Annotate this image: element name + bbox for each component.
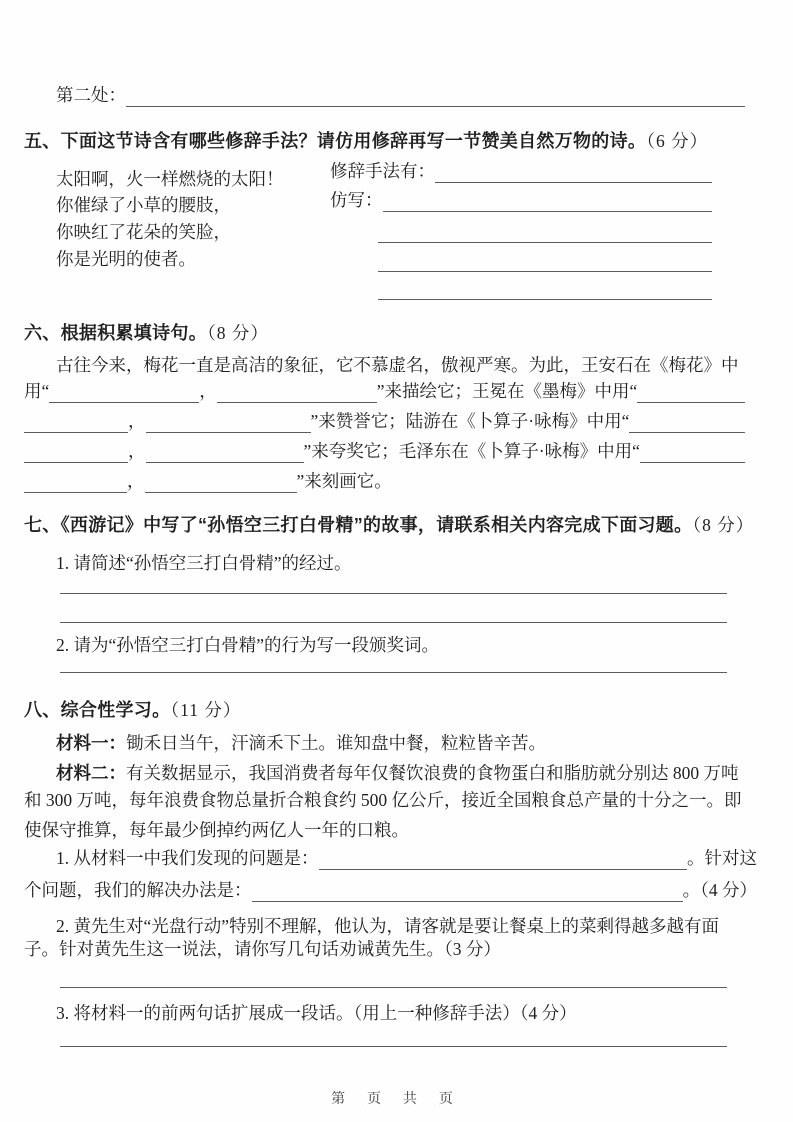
section6-intro: 古往今来，梅花一直是高洁的象征，它不慕虚名，傲视严寒。为此，王安石在《梅花》中	[56, 355, 739, 375]
section7-title: 七、《西游记》中写了“孙悟空三打白骨精”的故事，请联系相关内容完成下面习题。	[24, 515, 693, 535]
section8-score: （11 分）	[170, 700, 242, 720]
section6-score: （8 分）	[207, 323, 269, 343]
answer-blank	[378, 283, 712, 300]
section8-q2-line: 2. 黄先生对“光盘行动”特别不理解，他认为，请客就是要让餐桌上的菜剩得越多越有面	[56, 916, 720, 936]
answer-blank	[435, 166, 712, 183]
answer-blank	[252, 885, 683, 902]
material2-line	[56, 760, 739, 786]
fill-poem-line	[24, 407, 745, 433]
fill-poem-line	[24, 467, 745, 493]
fill-text: 用“	[24, 381, 50, 401]
answer-line	[60, 647, 727, 673]
answer-line	[60, 597, 727, 623]
section7-q2: 2. 请为“孙悟空三打白骨精”的行为写一段颁奖词。	[56, 635, 440, 655]
section8-q1-line1	[56, 844, 757, 870]
q1-text: 。针对这	[687, 848, 757, 868]
answer-blank	[126, 90, 745, 107]
fill-text: ”来刻画它。	[296, 471, 392, 491]
poem-line: 你是光明的使者。	[56, 249, 196, 269]
carryover-label: 第二处：	[56, 85, 126, 105]
answer-blank	[60, 656, 727, 673]
section8-q3: 3. 将材料一的前两句话扩展成一段话。（用上一种修辞手法）（4 分）	[56, 1003, 577, 1023]
answer-blank	[145, 476, 297, 493]
imitation-answer-line	[330, 186, 712, 212]
fill-text: ，	[199, 381, 217, 401]
imitation-extra-line	[378, 274, 712, 300]
section5-heading	[24, 128, 708, 154]
fill-text: ”来赞誉它；陆游在《卜算子·咏梅》中用“	[310, 411, 630, 431]
fill-poem-line	[24, 377, 745, 403]
imitation-label: 仿写：	[330, 190, 383, 210]
section8-q1-line2	[24, 876, 757, 902]
answer-blank	[146, 446, 304, 463]
answer-blank	[146, 416, 311, 433]
answer-blank	[640, 446, 745, 463]
material1-line	[56, 730, 546, 756]
material1-text: 锄禾日当午，汗滴禾下土。谁知盘中餐，粒粒皆辛苦。	[126, 733, 546, 753]
section7-score: （8 分）	[692, 515, 755, 535]
fill-text: ，	[127, 471, 145, 491]
imitation-extra-line	[378, 217, 712, 243]
fill-text: ”来描绘它；王冕在《墨梅》中用“	[376, 381, 638, 401]
answer-blank	[60, 606, 727, 623]
fill-text: ”来夸奖它；毛泽东在《卜算子·咏梅》中用“	[303, 441, 640, 461]
q1-text: 1. 从材料一中我们发现的问题是：	[56, 848, 319, 868]
answer-blank	[319, 853, 688, 870]
answer-blank	[383, 195, 713, 212]
answer-blank	[24, 476, 127, 493]
answer-blank	[24, 446, 128, 463]
answer-blank	[378, 226, 712, 243]
material2-label: 材料二：	[56, 763, 126, 783]
section6-title: 六、根据积累填诗句。	[24, 323, 207, 343]
q1-text: 。（4 分）	[682, 880, 757, 900]
fill-text: ，	[128, 411, 146, 431]
answer-blank	[217, 386, 377, 403]
section7-heading	[24, 512, 754, 538]
answer-blank	[378, 255, 712, 272]
answer-blank	[24, 416, 128, 433]
answer-blank	[637, 386, 745, 403]
fill-text: ，	[128, 441, 146, 461]
page-footer: 第 页 共 页	[331, 1090, 462, 1106]
material2-line: 和 300 万吨，每年浪费食物总量折合粮食约 500 亿公斤，接近全国粮食总产量的十分之一。即	[24, 790, 742, 810]
answer-blank	[629, 416, 745, 433]
section8-heading	[24, 697, 241, 723]
q1-text: 个问题，我们的解决办法是：	[24, 880, 252, 900]
answer-line	[60, 1021, 727, 1047]
rhetoric-label: 修辞手法有：	[330, 161, 435, 181]
answer-blank	[49, 386, 199, 403]
material1-label: 材料一：	[56, 733, 126, 753]
section7-q1: 1. 请简述“孙悟空三打白骨精”的经过。	[56, 553, 352, 573]
answer-line	[60, 962, 727, 988]
section5-title: 五、下面这节诗含有哪些修辞手法？请仿用修辞再写一节赞美自然万物的诗。	[24, 131, 647, 151]
material2-line: 使保守推算，每年最少倒掉约两亿人一年的口粮。	[24, 820, 409, 840]
fill-poem-line	[24, 437, 745, 463]
section8-title: 八、综合性学习。	[24, 700, 171, 720]
poem-line: 太阳啊，火一样燃烧的太阳！	[56, 169, 284, 189]
section6-heading	[24, 320, 269, 346]
poem-line: 你映红了花朵的笑脸，	[56, 222, 231, 242]
section5-score: （6 分）	[646, 131, 709, 151]
answer-blank	[60, 971, 727, 988]
answer-blank	[60, 577, 727, 594]
carryover-answer-line	[56, 81, 745, 107]
material2-text: 有关数据显示，我国消费者每年仅餐饮浪费的食物蛋白和脂肪就分别达 800 万吨	[126, 763, 739, 783]
imitation-extra-line	[378, 246, 712, 272]
poem-line: 你催绿了小草的腰肢，	[56, 195, 231, 215]
section8-q2-line: 子。针对黄先生这一说法，请你写几句话劝诫黄先生。（3 分）	[24, 939, 501, 959]
answer-blank	[60, 1030, 727, 1047]
answer-line	[60, 568, 727, 594]
rhetoric-answer-line	[330, 157, 712, 183]
